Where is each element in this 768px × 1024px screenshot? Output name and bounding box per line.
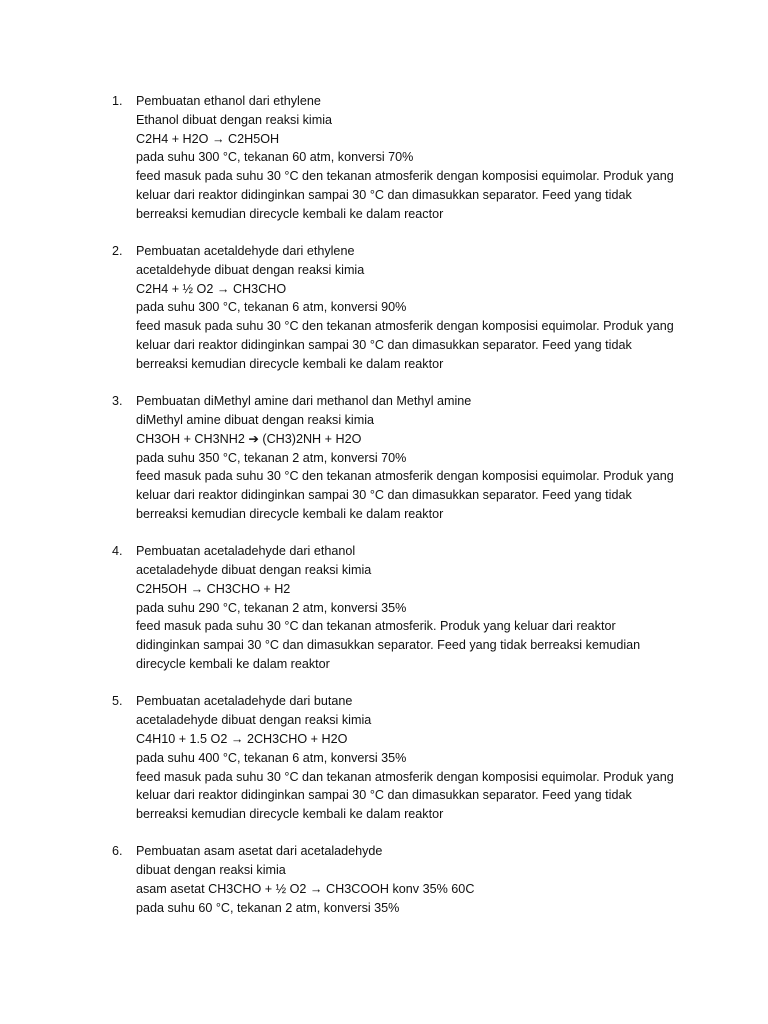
item-feed-line: feed masuk pada suhu 30 °C den tekanan atmosferik dengan komposisi equimolar. Produk yang	[136, 319, 674, 334]
item-number: 1.	[112, 94, 123, 108]
list-item	[112, 242, 692, 374]
item-subtitle: dibuat dengan reaksi kimia	[136, 863, 286, 878]
item-conditions: pada suhu 290 °C, tekanan 2 atm, konversi 35%	[136, 600, 407, 615]
item-subtitle: acetaldehyde dibuat dengan reaksi kimia	[136, 262, 365, 277]
item-subtitle: diMethyl amine dibuat dengan reaksi kimia	[136, 412, 375, 427]
item-reaction: CH3OH + CH3NH2 ➔ (CH3)2NH + H2O	[136, 431, 362, 446]
item-reaction: C2H5OH → CH3CHO + H2	[136, 581, 291, 596]
item-number: 5.	[112, 694, 123, 709]
item-feed-line: feed masuk pada suhu 30 °C dan tekanan atmosferik. Produk yang keluar dari reaktor	[136, 619, 616, 634]
list-item	[112, 542, 692, 674]
item-feed-line: keluar dari reaktor didinginkan sampai 30 °C dan dimasukkan separator. Feed yang tidak	[136, 488, 632, 503]
item-feed-line: feed masuk pada suhu 30 °C den tekanan atmosferik dengan komposisi equimolar. Produk yang	[136, 469, 674, 484]
list-item	[112, 92, 692, 224]
item-reaction: C2H4 + H2O → C2H5OH	[136, 131, 280, 146]
item-reaction: asam asetat CH3CHO + ½ O2 → CH3COOH konv 35% 60C	[136, 881, 475, 896]
item-feed-line: berreaksi kemudian direcycle kembali ke dalam reaktor	[136, 506, 444, 521]
item-title: Pembuatan acetaladehyde dari ethanol	[136, 544, 356, 559]
item-title: Pembuatan acetaladehyde dari butane	[136, 694, 353, 709]
item-feed-line: berreaksi kemudian direcycle kembali ke dalam reaktor	[136, 356, 444, 371]
item-feed-line: berreaksi kemudian direcycle kembali ke dalam reaktor	[136, 807, 444, 822]
item-feed-line: feed masuk pada suhu 30 °C dan tekanan atmosferik dengan komposisi equimolar. Produk yang	[136, 769, 674, 784]
item-feed-line: keluar dari reaktor didinginkan sampai 30 °C dan dimasukkan separator. Feed yang tidak	[136, 187, 632, 202]
item-feed-line: berreaksi kemudian direcycle kembali ke dalam reactor	[136, 206, 444, 221]
process-list	[112, 92, 692, 936]
item-title: Pembuatan asam asetat dari acetaladehyde	[136, 844, 383, 859]
item-title: Pembuatan ethanol dari ethylene	[136, 94, 321, 108]
list-item	[112, 842, 692, 917]
item-conditions: pada suhu 350 °C, tekanan 2 atm, konversi 70%	[136, 450, 407, 465]
item-subtitle: acetaladehyde dibuat dengan reaksi kimia	[136, 563, 372, 578]
item-number: 4.	[112, 544, 123, 559]
item-feed-line: didinginkan sampai 30 °C dan dimasukkan separator. Feed yang tidak berreaksi kemudian	[136, 638, 641, 653]
item-title: Pembuatan acetaldehyde dari ethylene	[136, 244, 355, 259]
list-item	[112, 392, 692, 524]
item-number: 3.	[112, 394, 123, 409]
item-title: Pembuatan diMethyl amine dari methanol dan Methyl amine	[136, 394, 472, 409]
item-feed-line: keluar dari reaktor didinginkan sampai 30 °C dan dimasukkan separator. Feed yang tidak	[136, 788, 632, 803]
item-feed-line: feed masuk pada suhu 30 °C den tekanan atmosferik dengan komposisi equimolar. Produk yang	[136, 169, 674, 184]
item-feed-line: direcycle kembali ke dalam reaktor	[136, 657, 330, 672]
item-conditions: pada suhu 300 °C, tekanan 60 atm, konversi 70%	[136, 150, 414, 165]
item-reaction: C4H10 + 1.5 O2 → 2CH3CHO + H2O	[136, 731, 348, 746]
item-conditions: pada suhu 60 °C, tekanan 2 atm, konversi 35%	[136, 900, 400, 915]
item-reaction: C2H4 + ½ O2 → CH3CHO	[136, 281, 287, 296]
item-feed-line: keluar dari reaktor didinginkan sampai 30 °C dan dimasukkan separator. Feed yang tidak	[136, 338, 632, 353]
item-subtitle: acetaladehyde dibuat dengan reaksi kimia	[136, 713, 372, 728]
list-item	[112, 692, 692, 824]
item-conditions: pada suhu 300 °C, tekanan 6 atm, konversi 90%	[136, 300, 407, 315]
item-number: 6.	[112, 844, 123, 859]
item-subtitle: Ethanol dibuat dengan reaksi kimia	[136, 112, 333, 127]
item-conditions: pada suhu 400 °C, tekanan 6 atm, konversi 35%	[136, 750, 407, 765]
item-number: 2.	[112, 244, 123, 259]
